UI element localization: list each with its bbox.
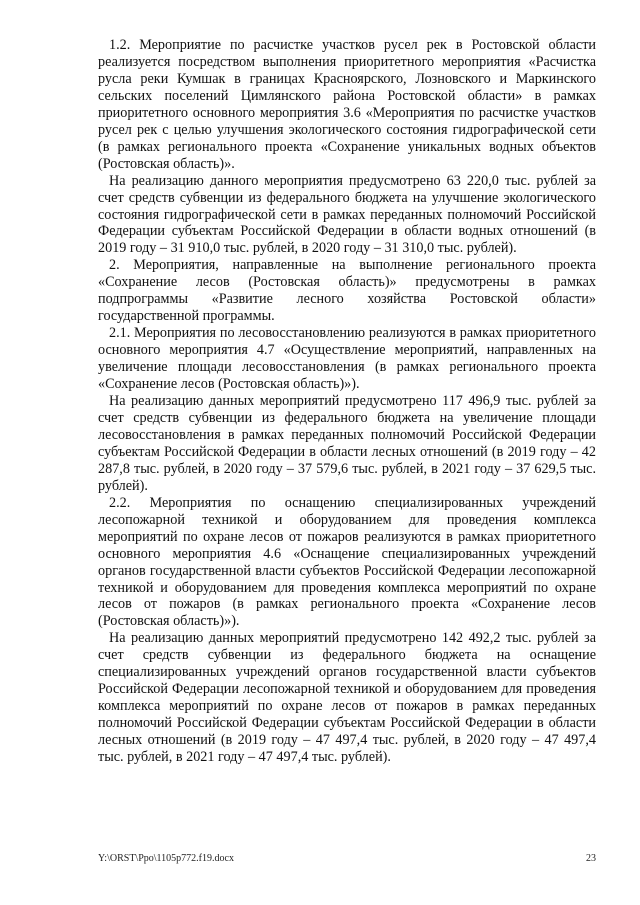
paragraph-2-1-reforestation: 2.1. Мероприятия по лесовосстановлению реализуются в рамках приоритетного основного мероприятия 4.7 «Осуществление мероприятий, направленных на увеличение площади лесовосстановления (в рамках регионального проекта «Сохранение лесов (Ростовская область)»). (98, 325, 596, 393)
paragraph-1-2-river-cleanup: 1.2. Мероприятие по расчистке участков русел рек в Ростовской области реализуется посредством выполнения приоритетного мероприятия «Расчистка русла реки Кумшак в границах Красноярского, Лозновского и Маркинского сельских поселений Цимлянского района Ростовской области» в рамках приоритетного основного мероприятия 3.6 «Мероприятия по расчистке участков русел рек с целью улучшения экологического состояния гидрографической сети (в рамках регионального проекта «Сохранение уникальных водных объектов (Ростовская область)». (98, 37, 596, 172)
paragraph-reforestation-funding: На реализацию данных мероприятий предусмотрено 117 496,9 тыс. рублей за счет средств субвенции из федерального бюджета на увеличение площади лесовосстановления в рамках переданных полномочий Российской Федерации субъектам Российской Федерации в области лесных отношений (в 2019 году – 42 287,8 тыс. рублей, в 2020 году – 37 579,6 тыс. рублей, в 2021 году – 37 629,5 тыс. рублей). (98, 393, 596, 494)
footer-file-path: Y:\ORST\Ppo\1105p772.f19.docx (98, 853, 234, 864)
paragraph-river-funding: На реализацию данного мероприятия предусмотрено 63 220,0 тыс. рублей за счет средств субвенции из федерального бюджета на улучшение экологического состояния гидрографической сети в рамках переданных полномочий Российской Федерации субъектам Российской Федерации в области водных отношений (в 2019 году – 31 910,0 тыс. рублей, в 2020 году – 31 310,0 тыс. рублей). (98, 172, 596, 257)
paragraph-2-forest-project: 2. Мероприятия, направленные на выполнение регионального проекта «Сохранение лесов (Ростовская область)» предусмотрены в рамках подпрограммы «Развитие лесного хозяйства Ростовской области» государственной программы. (98, 257, 596, 325)
paragraph-2-2-fire-equipment: 2.2. Мероприятия по оснащению специализированных учреждений лесопожарной техникой и оборудованием для проведения комплекса мероприятий по охране лесов от пожаров реализуются в рамках приоритетного основного мероприятия 4.6 «Оснащение специализированных учреждений органов государственной власти субъектов Российской Федерации лесопожарной техникой и оборудованием для проведения комплекса мероприятий по охране лесов от пожаров (в рамках регионального проекта «Сохранение лесов (Ростовская область)»). (98, 494, 596, 630)
document-body (98, 37, 596, 766)
page-number: 23 (586, 853, 596, 864)
paragraph-fire-equipment-funding: На реализацию данных мероприятий предусмотрено 142 492,2 тыс. рублей за счет средств субвенции из федерального бюджета на оснащение специализированных учреждений органов государственной власти субъектов Российской Федерации лесопожарной техникой и оборудованием для проведения комплекса мероприятий по охране лесов от пожаров в рамках переданных полномочий Российской Федерации субъектам Российской Федерации в области лесных отношений (в 2019 году – 47 497,4 тыс. рублей, в 2020 году – 47 497,4 тыс. рублей, в 2021 году – 47 497,4 тыс. рублей). (98, 630, 596, 766)
